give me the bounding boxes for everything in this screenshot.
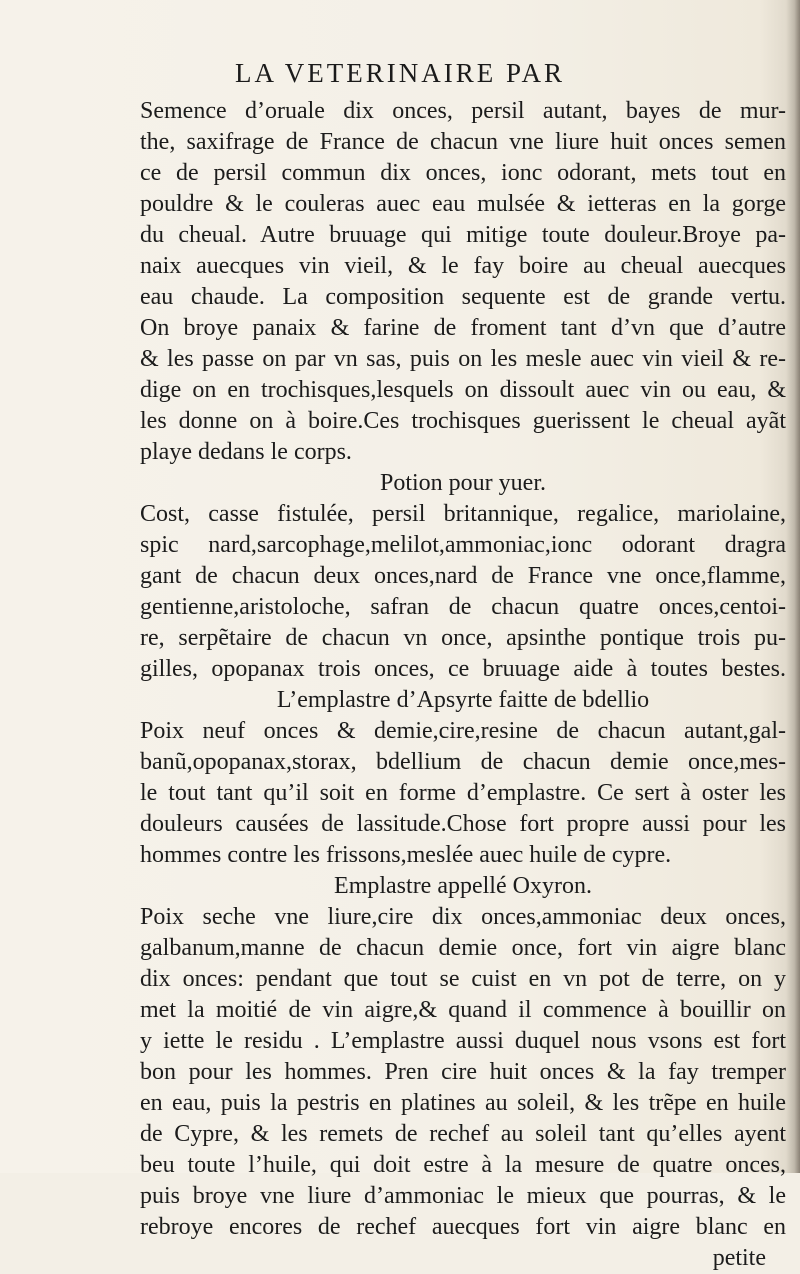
text-line: banũ,opopanax,storax, bdellium de chacun demie once,mes- (140, 749, 786, 775)
text-line: gilles, opopanax trois onces, ce bruuage aide à toutes bestes. (140, 656, 786, 682)
text-line: Semence d’oruale dix onces, persil autant, bayes de mur- (140, 98, 786, 124)
text-line: re, serpẽtaire de chacun vn once, apsinthe pontique trois pu- (140, 625, 786, 651)
section-heading: Emplastre appellé Oxyron. (334, 873, 592, 899)
running-head: LA VETERINAIRE PAR (234, 58, 566, 88)
text-line: les donne on à boire.Ces trochisques guerissent le cheual ayãt (140, 408, 786, 434)
body-text (140, 96, 786, 1274)
section-heading: L’emplastre d’Apsyrte faitte de bdellio (276, 687, 650, 713)
text-line: dige on en trochisques,lesquels on dissoult auec vin ou eau, & (140, 377, 786, 403)
text-line: galbanum,manne de chacun demie once, fort vin aigre blanc (140, 935, 786, 961)
text-line: Cost, casse fistulée, persil britannique, regalice, mariolaine, (140, 501, 786, 527)
text-line: rebroye encores de rechef auecques fort vin aigre blanc en (140, 1214, 786, 1240)
text-line: en eau, puis la pestris en platines au soleil, & les trẽpe en huile (140, 1090, 786, 1116)
text-line: dix onces: pendant que tout se cuist en vn pot de terre, on y (140, 966, 786, 992)
text-line: du cheual. Autre bruuage qui mitige toute douleur.Broye pa- (140, 222, 786, 248)
page-edge-shadow (786, 0, 800, 1173)
text-line: spic nard,sarcophage,melilot,ammoniac,ionc odorant dragra (140, 532, 786, 558)
text-line: met la moitié de vin aigre,& quand il commence à bouillir on (140, 997, 786, 1023)
section-heading: Potion pour yuer. (380, 470, 546, 496)
catchword: petite (712, 1245, 766, 1271)
text-line: beu toute l’huile, qui doit estre à la mesure de quatre onces, (140, 1152, 786, 1178)
text-line: y iette le residu . L’emplastre aussi duquel nous vsons est fort (140, 1028, 786, 1054)
text-line: & les passe on par vn sas, puis on les mesle auec vin vieil & re- (140, 346, 786, 372)
text-line: douleurs causées de lassitude.Chose fort propre aussi pour les (140, 811, 786, 837)
text-line: de Cypre, & les remets de rechef au soleil tant qu’elles ayent (140, 1121, 786, 1147)
text-line: gentienne,aristoloche, safran de chacun quatre onces,centoi- (140, 594, 786, 620)
text-line: On broye panaix & farine de froment tant d’vn que d’autre (140, 315, 786, 341)
text-line: pouldre & le couleras auec eau mulsée & ietteras en la gorge (140, 191, 786, 217)
text-line: naix auecques vin vieil, & le fay boire au cheual auecques (140, 253, 786, 279)
text-line: the, saxifrage de France de chacun vne liure huit onces semen (140, 129, 786, 155)
text-line: ce de persil commun dix onces, ionc odorant, mets tout en (140, 160, 786, 186)
text-line: le tout tant qu’il soit en forme d’emplastre. Ce sert à oster les (140, 780, 786, 806)
text-line: bon pour les hommes. Pren cire huit onces & la fay tremper (140, 1059, 786, 1085)
text-line: puis broye vne liure d’ammoniac le mieux que pourras, & le (140, 1183, 786, 1209)
text-line: hommes contre les frissons,meslée auec huile de cypre. (140, 842, 672, 868)
text-line: gant de chacun deux onces,nard de France vne once,flamme, (140, 563, 786, 589)
text-line: Poix seche vne liure,cire dix onces,ammoniac deux onces, (140, 904, 786, 930)
text-line: Poix neuf onces & demie,cire,resine de chacun autant,gal- (140, 718, 786, 744)
text-line: eau chaude. La composition sequente est de grande vertu. (140, 284, 786, 310)
text-line: playe dedans le corps. (140, 439, 352, 465)
